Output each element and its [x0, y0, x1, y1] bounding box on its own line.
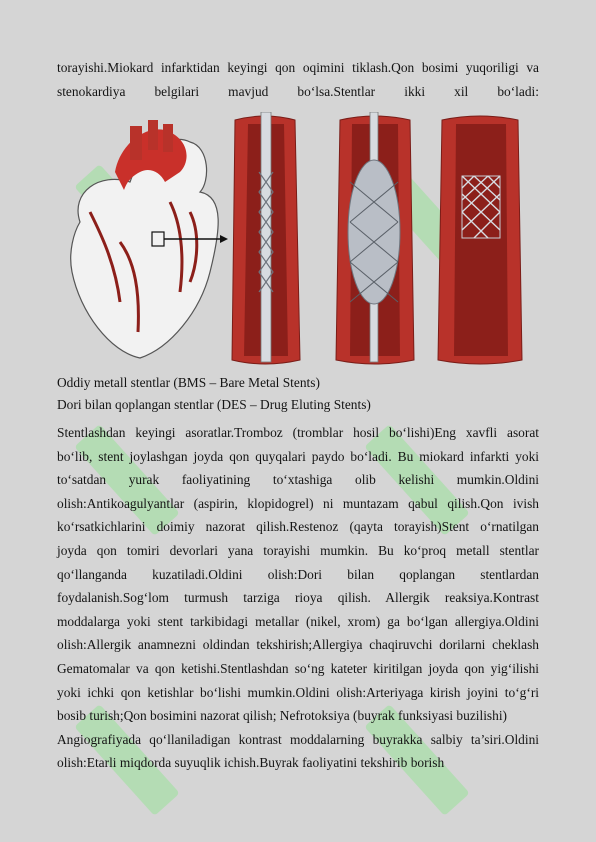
body-line: joyda qon tomiri devorlari yana torayishi mumkin. Bu ko‘proq metall stentlar: [57, 542, 539, 558]
body-line: olish:Antikoagulyantlar (aspirin, klopidogrel) ni muntazam qabul qilish.Qon ivish: [57, 495, 539, 511]
body-line: moddalarga yoki stent tarkibidagi metallar (nikel, xrom) ga bo‘lgan allergiya.Oldini: [57, 613, 539, 629]
body-line: qo‘llanganda kuzatiladi.Oldini olish:Dori bilan qoplangan stentlardan: [57, 566, 539, 582]
body-line: olish:Allergik anamnezni oldindan tekshirish;Allergiya chaqiruvchi dorilarni cheklash: [57, 637, 539, 653]
expanded-stent-icon: [438, 116, 522, 364]
body-line: foydalanish.Sog‘lom turmush tarziga rioya qilish. Allergik reaksiya.Kontrast: [57, 590, 539, 606]
intro-line-1: torayishi.Miokard infarktidan keyingi qon oqimini tiklash.Qon bosimi yuqoriligi va: [57, 60, 539, 75]
body-line: bosib turish;Qon bosimini nazorat qilish; Nefrotoksiya (buyrak funksiyasi buzilishi): [57, 708, 508, 724]
intro-text: [57, 56, 539, 103]
body-line: to‘satdan yurak faoliyatining to‘xtashiga olib kelishi mumkin.Oldini: [57, 472, 539, 488]
intro-line-2: stenokardiya belgilari mavjud bo‘lsa.Stentlar ikki xil bo‘ladi:: [57, 83, 539, 99]
body-line: Gematomalar va qon ketishi.Stentlashdan so‘ng kateter kiritilgan joyda qon yig‘ilishi: [57, 660, 539, 676]
body-paragraph: [57, 421, 539, 775]
balloon-stent-icon: [336, 112, 414, 364]
heart-diagram-icon: [71, 120, 228, 358]
stent-types: [57, 372, 539, 416]
stent-type-des: Dori bilan qoplangan stentlar (DES – Drug Eluting Stents): [57, 397, 371, 412]
stent-illustration: [60, 112, 540, 368]
body-line: ko‘rsatkichlarini doimiy nazorat qilish.Restenoz (qayta torayish)Stent o‘rnatilgan: [57, 519, 539, 535]
body-line: bo‘lib, stent joylashgan joyda qon quyqalari paydo bo‘ladi. Bu miokard infarkti yoki: [57, 448, 539, 464]
body-line: Stentlashdan keyingi asoratlar.Tromboz (tromblar hosil bo‘lishi)Eng xavfli asorat: [57, 425, 539, 440]
stent-deployed-icon: [232, 112, 300, 364]
body-line: olish:Etarli miqdorda suyuqlik ichish.Buyrak faoliyatini tekshirib borish: [57, 755, 445, 771]
body-line: yoki ichki qon ketishlar bo‘lishi mumkin.Oldini olish:Arteriyaga kirish joyini to‘g‘ri: [57, 684, 539, 700]
stent-figure: [60, 112, 540, 368]
body-line: Angiografiyada qo‘llaniladigan kontrast moddalarning buyrakka salbiy ta’siri.Oldini: [57, 731, 539, 747]
watermark: ​: [58, 129, 102, 178]
stent-type-bms: Oddiy metall stentlar (BMS – Bare Metal Stents): [57, 375, 320, 390]
